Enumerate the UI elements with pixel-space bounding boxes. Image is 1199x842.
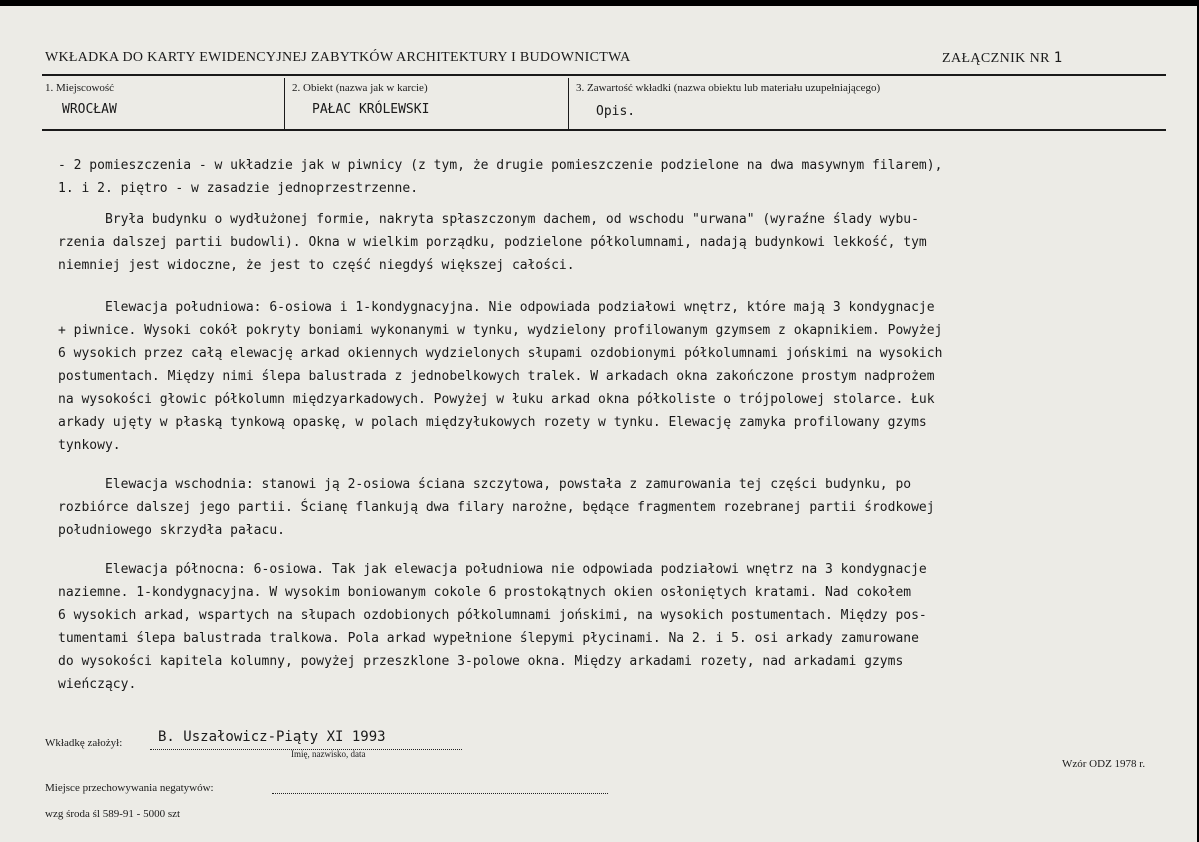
- field-divider-1: [284, 78, 285, 129]
- annex-number: 1: [1053, 50, 1063, 66]
- text-line: niemniej jest widoczne, że jest to część niegdyś większej całości.: [58, 258, 575, 273]
- text-line: naziemne. 1-kondygnacyjna. W wysokim boniowanym cokole 6 prostokątnych okien osłoniętych kratami. Nad cokołem: [58, 585, 912, 600]
- content-value: Opis.: [596, 104, 636, 119]
- negatives-dotted-line: [272, 792, 608, 794]
- text-line: arkady ujęty w płaską tynkową opaskę, w polach międzyłukowych rozety w tynku. Elewację zamyka profilowany gzyms: [58, 415, 927, 430]
- header-bottom-rule: [42, 129, 1166, 131]
- text-line: południowego skrzydła pałacu.: [58, 523, 285, 538]
- negatives-label: Miejsce przechowywania negatywów:: [45, 782, 214, 794]
- text-line: tumentami ślepa balustrada tralkowa. Pola arkad wypełnione ślepymi płycinami. Na 2. i 5. osi arkady zamurowane: [58, 631, 919, 646]
- text-line: na wysokości głowic półkolumn międzyarkadowych. Powyżej w łuku arkad okna półkoliste o trójpolowej stolarce. Łuk: [58, 392, 935, 407]
- text-line: do wysokości kapitela kolumny, powyżej przeszklone 3-polowe okna. Między arkadami rozety, nad arkadami gzyms: [58, 654, 904, 669]
- text-line: tynkowy.: [58, 438, 121, 453]
- header-top-rule: [42, 74, 1166, 76]
- field-divider-2: [568, 78, 569, 129]
- text-line: 6 wysokich arkad, wspartych na słupach ozdobionych półkolumnami jońskimi, na wysokich postumentach. Między pos-: [58, 608, 927, 623]
- text-line: wieńczący.: [58, 677, 137, 692]
- text-line: rzenia dalszej partii budowli). Okna w wielkim porządku, podzielone półkolumnami, nadają budynkowi lekkość, tym: [58, 235, 927, 250]
- text-line: + piwnice. Wysoki cokół pokryty boniami wykonanymi w tynku, wydzielony profilowanym gzymsem z okapnikiem. Powyżej: [58, 323, 943, 338]
- locality-label: 1. Miejscowość: [45, 82, 115, 94]
- locality-value: WROCŁAW: [62, 102, 117, 117]
- author-value: B. Uszałowicz-Piąty XI 1993: [158, 729, 386, 745]
- annex-label-text: ZAŁĄCZNIK NR: [942, 51, 1050, 66]
- template-code: Wzór ODZ 1978 r.: [1062, 758, 1146, 770]
- print-info: wzg środa śl 589-91 - 5000 szt: [45, 808, 181, 820]
- text-line: Elewacja wschodnia: stanowi ją 2-osiowa ściana szczytowa, powstała z zamurowania tej części budynku, po: [58, 477, 912, 492]
- object-value: PAŁAC KRÓLEWSKI: [312, 102, 430, 117]
- text-line: Elewacja południowa: 6-osiowa i 1-kondygnacyjna. Nie odpowiada podziałowi wnętrz, które mają 3 kondygnacje: [58, 300, 935, 315]
- text-line: Elewacja północna: 6-osiowa. Tak jak elewacja południowa nie odpowiada podziałowi wnętrz na 3 kondygnacje: [58, 562, 927, 577]
- text-line: 1. i 2. piętro - w zasadzie jednoprzestrzenne.: [58, 181, 419, 196]
- text-line: 6 wysokich przez całą elewację arkad okiennych wydzielonych słupami ozdobionymi półkolumnami jońskimi na wysokich: [58, 346, 943, 361]
- object-label: 2. Obiekt (nazwa jak w karcie): [292, 82, 428, 94]
- content-label: 3. Zawartość wkładki (nazwa obiektu lub materiału uzupełniającego): [576, 82, 881, 94]
- author-caption: Imię, nazwisko, data: [291, 749, 366, 759]
- text-line: rozbiórce dalszej jego partii. Ścianę flankują dwa filary narożne, będące fragmentem rozebranej partii środkowej: [58, 500, 935, 515]
- form-title: WKŁADKA DO KARTY EWIDENCYJNEJ ZABYTKÓW ARCHITEKTURY I BUDOWNICTWA: [45, 50, 631, 65]
- description-text: [58, 154, 1166, 696]
- author-label: Wkładkę założył:: [45, 737, 123, 749]
- document-card: [0, 6, 1197, 842]
- annex-label: [942, 50, 1063, 67]
- text-line: Bryła budynku o wydłużonej formie, nakryta spłaszczonym dachem, od wschodu "urwana" (wyraźne ślady wybu-: [58, 212, 919, 227]
- text-line: postumentach. Między nimi ślepa balustrada z jednobelkowych tralek. W arkadach okna zakończone prostym nadprożem: [58, 369, 935, 384]
- text-line: - 2 pomieszczenia - w układzie jak w piwnicy (z tym, że drugie pomieszczenie podzielone na dwa masywnym filarem),: [58, 158, 943, 173]
